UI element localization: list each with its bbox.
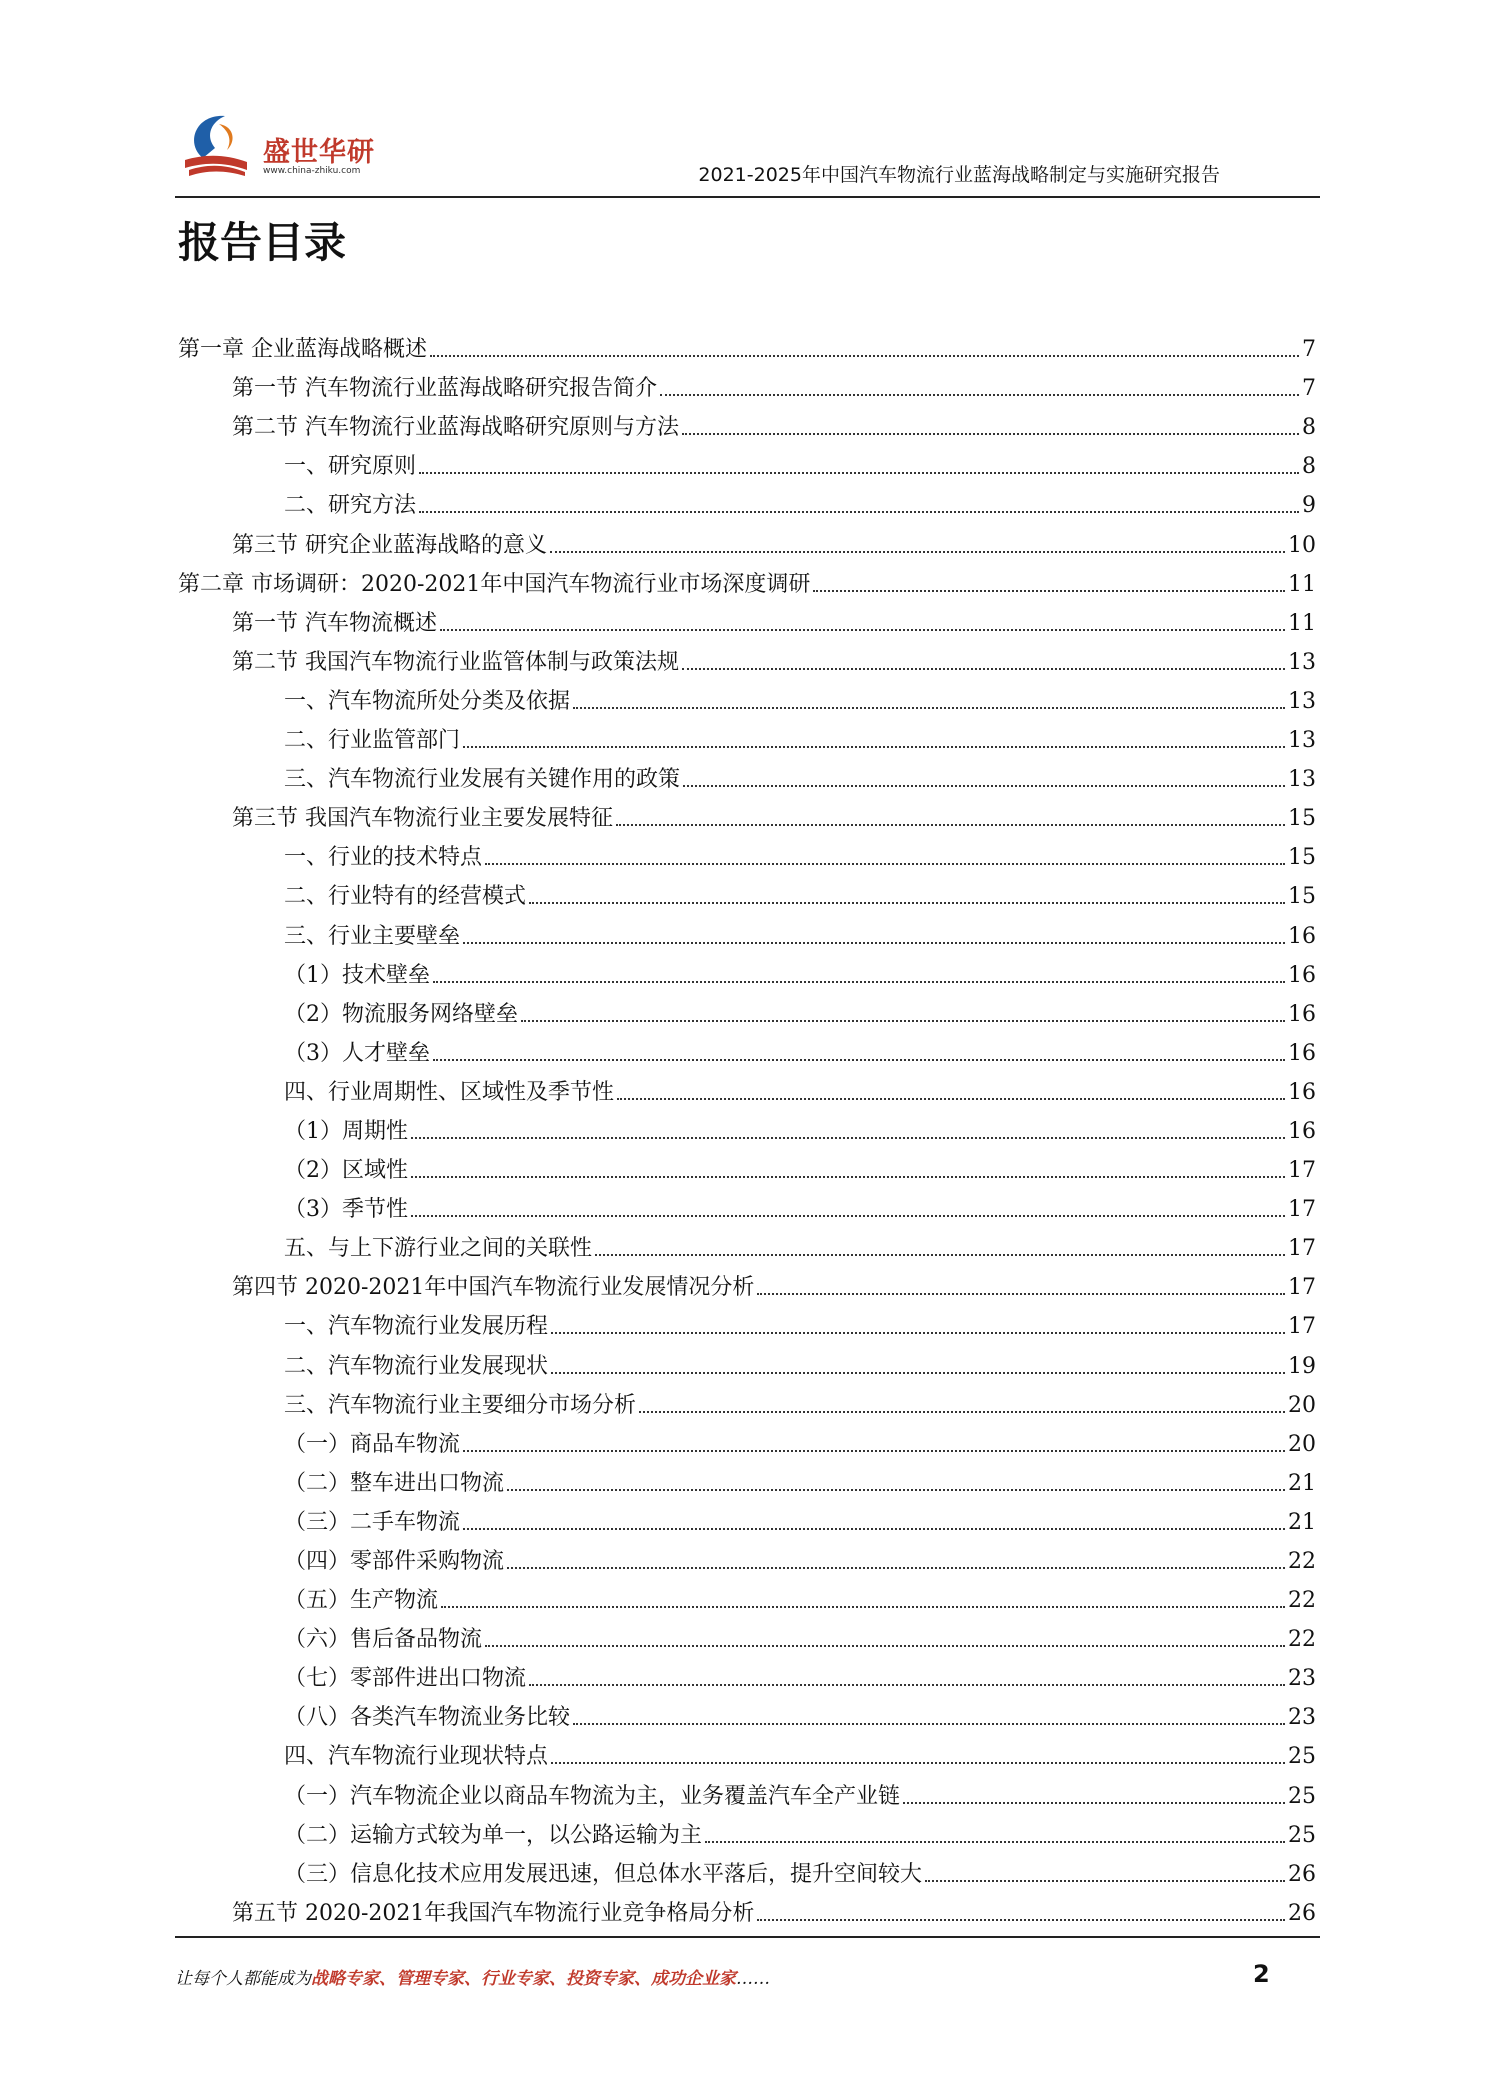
toc-leader-dots bbox=[595, 1253, 1285, 1256]
toc-leader-dots bbox=[925, 1879, 1285, 1882]
toc-entry-label: 二、行业监管部门 bbox=[284, 728, 461, 754]
slogan-suffix: …… bbox=[736, 1969, 770, 1989]
toc-entry-label: （3）季节性 bbox=[284, 1197, 408, 1223]
toc-leader-dots bbox=[463, 1449, 1285, 1452]
toc-entry-label: 第四节 2020-2021年中国汽车物流行业发展情况分析 bbox=[232, 1275, 755, 1301]
toc-entry[interactable] bbox=[178, 1651, 1316, 1690]
toc-entry-label: （二）运输方式较为单一，以公路运输为主 bbox=[284, 1822, 703, 1848]
toc-entry-page: 9 bbox=[1302, 493, 1316, 519]
toc-entry-page: 13 bbox=[1288, 649, 1316, 675]
toc-leader-dots bbox=[529, 901, 1285, 904]
page-header bbox=[175, 100, 1320, 198]
toc-entry[interactable] bbox=[178, 1026, 1316, 1065]
toc-entry-page: 25 bbox=[1288, 1744, 1316, 1770]
company-logo bbox=[175, 100, 405, 190]
slogan-highlight: 战略专家、管理专家、行业专家、投资专家、成功企业家 bbox=[311, 1969, 736, 1989]
toc-entry-label: （八）各类汽车物流业务比较 bbox=[284, 1705, 571, 1731]
report-title: 2021-2025年中国汽车物流行业蓝海战略制定与实施研究报告 bbox=[698, 164, 1220, 186]
toc-entry-page: 15 bbox=[1288, 806, 1316, 832]
toc-entry-label: 一、汽车物流行业发展历程 bbox=[284, 1314, 549, 1340]
toc-leader-dots bbox=[411, 1175, 1285, 1178]
toc-entry[interactable] bbox=[178, 869, 1316, 908]
toc-entry[interactable] bbox=[178, 987, 1316, 1026]
toc-entry-page: 8 bbox=[1302, 415, 1316, 441]
toc-entry-page: 16 bbox=[1288, 1040, 1316, 1066]
toc-leader-dots bbox=[440, 628, 1285, 631]
toc-entry-page: 7 bbox=[1302, 337, 1316, 363]
toc-entry-page: 20 bbox=[1288, 1431, 1316, 1457]
toc-entry-label: 第三节 我国汽车物流行业主要发展特征 bbox=[232, 806, 613, 832]
toc-leader-dots bbox=[433, 1058, 1285, 1061]
toc-entry-page: 26 bbox=[1288, 1861, 1316, 1887]
toc-leader-dots bbox=[507, 1488, 1285, 1491]
toc-leader-dots bbox=[551, 1371, 1285, 1374]
toc-entry-page: 8 bbox=[1302, 454, 1316, 480]
toc-entry[interactable] bbox=[178, 439, 1316, 478]
toc-entry[interactable] bbox=[178, 1065, 1316, 1104]
footer-slogan bbox=[175, 1964, 770, 1989]
toc-entry-page: 16 bbox=[1288, 1001, 1316, 1027]
toc-entry-label: 四、汽车物流行业现状特点 bbox=[284, 1744, 549, 1770]
toc-entry-label: （2）物流服务网络壁垒 bbox=[284, 1001, 518, 1027]
toc-entry[interactable] bbox=[178, 596, 1316, 635]
toc-leader-dots bbox=[529, 1683, 1285, 1686]
toc-entry-page: 16 bbox=[1288, 1118, 1316, 1144]
toc-entry-page: 7 bbox=[1302, 376, 1316, 402]
toc-leader-dots bbox=[521, 1019, 1285, 1022]
toc-entry[interactable] bbox=[178, 361, 1316, 400]
toc-entry-page: 17 bbox=[1288, 1197, 1316, 1223]
toc-entry-label: 五、与上下游行业之间的关联性 bbox=[284, 1236, 593, 1262]
toc-entry[interactable] bbox=[178, 1495, 1316, 1534]
toc-entry-label: 第二节 汽车物流行业蓝海战略研究原则与方法 bbox=[232, 415, 679, 441]
footer-divider bbox=[175, 1936, 1320, 1938]
toc-leader-dots bbox=[573, 1722, 1285, 1725]
toc-entry-label: （2）区域性 bbox=[284, 1158, 408, 1184]
toc-leader-dots bbox=[463, 941, 1285, 944]
toc-entry-page: 13 bbox=[1288, 688, 1316, 714]
toc-entry-label: 第二节 我国汽车物流行业监管体制与政策法规 bbox=[232, 649, 679, 675]
toc-entry[interactable] bbox=[178, 1417, 1316, 1456]
toc-entry-label: 第一节 汽车物流概述 bbox=[232, 610, 437, 636]
toc-entry-label: 二、研究方法 bbox=[284, 493, 417, 519]
toc-entry[interactable] bbox=[178, 1534, 1316, 1573]
toc-entry[interactable] bbox=[178, 557, 1316, 596]
toc-entry-page: 23 bbox=[1288, 1666, 1316, 1692]
toc-leader-dots bbox=[813, 589, 1285, 592]
toc-entry[interactable] bbox=[178, 1690, 1316, 1729]
toc-entry[interactable] bbox=[178, 478, 1316, 517]
toc-entry[interactable] bbox=[178, 1886, 1316, 1925]
toc-entry[interactable] bbox=[178, 1221, 1316, 1260]
toc-entry[interactable] bbox=[178, 1260, 1316, 1299]
toc-leader-dots bbox=[551, 1761, 1285, 1764]
toc-entry-label: 三、汽车物流行业主要细分市场分析 bbox=[284, 1392, 637, 1418]
toc-leader-dots bbox=[419, 471, 1299, 474]
toc-entry-page: 16 bbox=[1288, 1079, 1316, 1105]
toc-leader-dots bbox=[463, 745, 1285, 748]
toc-entry[interactable] bbox=[178, 400, 1316, 439]
toc-entry-label: （六）售后备品物流 bbox=[284, 1627, 483, 1653]
toc-entry-label: 二、汽车物流行业发展现状 bbox=[284, 1353, 549, 1379]
toc-leader-dots bbox=[682, 667, 1285, 670]
toc-entry-label: 第一节 汽车物流行业蓝海战略研究报告简介 bbox=[232, 376, 657, 402]
toc-entry-label: （五）生产物流 bbox=[284, 1588, 439, 1614]
toc-entry-page: 11 bbox=[1288, 610, 1316, 636]
toc-entry-label: （1）周期性 bbox=[284, 1118, 408, 1144]
page-footer bbox=[175, 1936, 1320, 1989]
toc-leader-dots bbox=[411, 1214, 1285, 1217]
toc-entry-label: （一）商品车物流 bbox=[284, 1431, 461, 1457]
toc-entry[interactable] bbox=[178, 713, 1316, 752]
toc-leader-dots bbox=[705, 1840, 1285, 1843]
toc-entry-page: 15 bbox=[1288, 845, 1316, 871]
toc-entry[interactable] bbox=[178, 1808, 1316, 1847]
toc-leader-dots bbox=[903, 1801, 1285, 1804]
toc-entry-page: 16 bbox=[1288, 962, 1316, 988]
toc-entry-page: 17 bbox=[1288, 1275, 1316, 1301]
toc-entry-page: 13 bbox=[1288, 728, 1316, 754]
toc-leader-dots bbox=[639, 1410, 1285, 1413]
toc-entry-label: （二）整车进出口物流 bbox=[284, 1470, 505, 1496]
toc-leader-dots bbox=[660, 393, 1299, 396]
toc-leader-dots bbox=[441, 1605, 1285, 1608]
toc-entry-label: 第一章 企业蓝海战略概述 bbox=[178, 337, 427, 363]
logo-url: www.china-zhiku.com bbox=[263, 166, 361, 176]
toc-entry-label: 第五节 2020-2021年我国汽车物流行业竞争格局分析 bbox=[232, 1900, 755, 1926]
toc-entry-page: 17 bbox=[1288, 1158, 1316, 1184]
toc-entry-label: （3）人才壁垒 bbox=[284, 1040, 430, 1066]
toc-entry[interactable] bbox=[178, 635, 1316, 674]
toc-leader-dots bbox=[430, 354, 1299, 357]
toc-entry-page: 10 bbox=[1288, 532, 1316, 558]
toc-entry-label: （七）零部件进出口物流 bbox=[284, 1666, 527, 1692]
logo-text: 盛世华研 bbox=[263, 137, 375, 168]
toc-entry-page: 13 bbox=[1288, 767, 1316, 793]
toc-entry-label: （一）汽车物流企业以商品车物流为主，业务覆盖汽车全产业链 bbox=[284, 1783, 901, 1809]
toc-entry[interactable] bbox=[178, 908, 1316, 947]
toc-entry[interactable] bbox=[178, 1299, 1316, 1338]
toc-entry-page: 26 bbox=[1288, 1900, 1316, 1926]
toc-leader-dots bbox=[682, 432, 1299, 435]
toc-leader-dots bbox=[550, 550, 1285, 553]
toc-leader-dots bbox=[757, 1292, 1285, 1295]
toc-entry-page: 22 bbox=[1288, 1549, 1316, 1574]
toc-entry-label: 第三节 研究企业蓝海战略的意义 bbox=[232, 532, 547, 558]
toc-entry-page: 11 bbox=[1288, 571, 1316, 597]
toc-entry-page: 17 bbox=[1288, 1236, 1316, 1262]
toc-leader-dots bbox=[616, 823, 1285, 826]
toc-entry[interactable] bbox=[178, 830, 1316, 869]
toc-entry[interactable] bbox=[178, 1612, 1316, 1651]
toc-entry-page: 25 bbox=[1288, 1822, 1316, 1848]
toc-entry-page: 21 bbox=[1288, 1509, 1316, 1535]
toc-leader-dots bbox=[411, 1136, 1285, 1139]
toc-entry[interactable] bbox=[178, 1378, 1316, 1417]
toc-entry[interactable] bbox=[178, 1143, 1316, 1182]
toc-entry-page: 17 bbox=[1288, 1314, 1316, 1340]
toc-entry[interactable] bbox=[178, 674, 1316, 713]
toc-entry-label: （三）信息化技术应用发展迅速，但总体水平落后，提升空间较大 bbox=[284, 1861, 923, 1887]
toc-entry-page: 16 bbox=[1288, 923, 1316, 949]
toc-entry-page: 20 bbox=[1288, 1392, 1316, 1418]
toc-entry-label: 四、行业周期性、区域性及季节性 bbox=[284, 1079, 615, 1105]
toc-entry[interactable] bbox=[178, 1182, 1316, 1221]
toc-leader-dots bbox=[433, 980, 1285, 983]
toc-leader-dots bbox=[463, 1527, 1285, 1530]
toc-entry-label: 三、汽车物流行业发展有关键作用的政策 bbox=[284, 767, 681, 793]
toc-entry[interactable] bbox=[178, 1768, 1316, 1807]
toc-entry[interactable] bbox=[178, 752, 1316, 791]
slogan-prefix: 让每个人都能成为 bbox=[175, 1969, 311, 1989]
toc-leader-dots bbox=[485, 862, 1285, 865]
toc-entry-page: 19 bbox=[1288, 1353, 1316, 1379]
toc-entry-label: （三）二手车物流 bbox=[284, 1509, 461, 1535]
toc-entry-label: 三、行业主要壁垒 bbox=[284, 923, 461, 949]
toc-entry-page: 21 bbox=[1288, 1470, 1316, 1496]
toc-entry[interactable] bbox=[178, 517, 1316, 556]
toc-entry-label: （四）零部件采购物流 bbox=[284, 1549, 505, 1574]
toc-entry-page: 25 bbox=[1288, 1783, 1316, 1809]
toc-leader-dots bbox=[485, 1644, 1285, 1647]
toc-entry[interactable] bbox=[178, 322, 1316, 361]
toc-entry[interactable] bbox=[178, 1729, 1316, 1768]
toc-entry-label: 二、行业特有的经营模式 bbox=[284, 884, 527, 910]
toc-entry-page: 23 bbox=[1288, 1705, 1316, 1731]
table-of-contents bbox=[178, 322, 1316, 1925]
toc-entry[interactable] bbox=[178, 791, 1316, 830]
toc-entry[interactable] bbox=[178, 1573, 1316, 1612]
toc-entry[interactable] bbox=[178, 1456, 1316, 1495]
toc-leader-dots bbox=[419, 510, 1299, 513]
toc-entry[interactable] bbox=[178, 1847, 1316, 1886]
toc-leader-dots bbox=[757, 1918, 1285, 1921]
toc-entry-page: 22 bbox=[1288, 1627, 1316, 1653]
toc-entry[interactable] bbox=[178, 1338, 1316, 1377]
header-divider bbox=[175, 196, 1320, 198]
toc-entry-label: 一、汽车物流所处分类及依据 bbox=[284, 688, 571, 714]
page-number: 2 bbox=[1253, 1960, 1270, 1988]
toc-leader-dots bbox=[683, 784, 1285, 787]
toc-leader-dots bbox=[617, 1097, 1285, 1100]
toc-leader-dots bbox=[507, 1566, 1285, 1569]
toc-entry-label: 第二章 市场调研：2020-2021年中国汽车物流行业市场深度调研 bbox=[178, 571, 811, 597]
toc-leader-dots bbox=[551, 1331, 1285, 1334]
toc-entry-label: （1）技术壁垒 bbox=[284, 962, 430, 988]
toc-leader-dots bbox=[573, 706, 1285, 709]
toc-entry[interactable] bbox=[178, 948, 1316, 987]
toc-entry-label: 一、行业的技术特点 bbox=[284, 845, 483, 871]
toc-entry-page: 22 bbox=[1288, 1588, 1316, 1614]
toc-entry[interactable] bbox=[178, 1104, 1316, 1143]
toc-entry-label: 一、研究原则 bbox=[284, 454, 417, 480]
page-title: 报告目录 bbox=[178, 218, 347, 267]
toc-entry-page: 15 bbox=[1288, 884, 1316, 910]
logo-emblem-icon bbox=[175, 100, 265, 190]
